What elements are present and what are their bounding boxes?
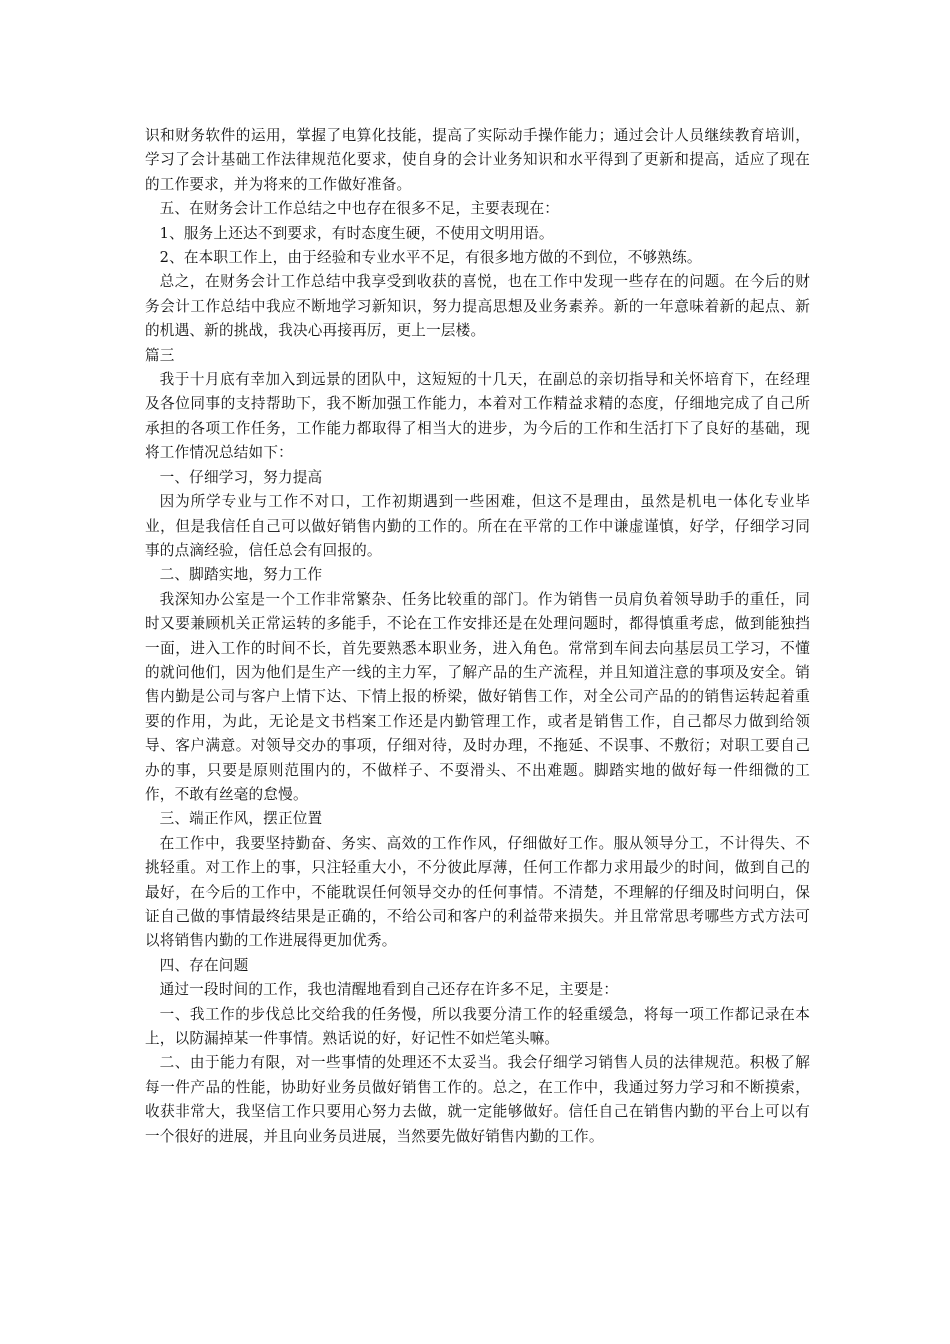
list-item: 一、我工作的步伐总比交给我的任务慢，所以我要分清工作的轻重缓急，将每一项工作都记录在本上，以防漏掉某一件事情。熟话说的好，好记性不如烂笔头嘛。 bbox=[145, 1005, 810, 1048]
document-body bbox=[145, 124, 810, 1149]
paragraph: 在工作中，我要坚持勤奋、务实、高效的工作作风，仔细做好工作。服从领导分工，不计得失、不挑轻重。对工作上的事，只注轻重大小，不分彼此厚薄，任何工作都力求用最少的时间，做到自己的最好，在今后的工作中，不能耽误任何领导交办的任何事情。不清楚，不理解的仔细及时问明白，保证自己做的事情最终结果是正确的，不给公司和客户的利益带来损失。并且常常思考哪些方式方法可以将销售内勤的工作进展得更加优秀。 bbox=[145, 834, 810, 950]
list-item: 二、由于能力有限，对一些事情的处理还不太妥当。我会仔细学习销售人员的法律规范。积极了解每一件产品的性能，协助好业务员做好销售工作的。总之，在工作中，我通过努力学习和不断摸索，收获非常大，我坚信工作只要用心努力去做，就一定能够做好。信任自己在销售内勤的平台上可以有一个很好的进展，并且向业务员进展，当然要先做好销售内勤的工作。 bbox=[145, 1054, 810, 1145]
paragraph: 通过一段时间的工作，我也清醒地看到自己还存在许多不足，主要是： bbox=[159, 981, 619, 999]
paragraph: 因为所学专业与工作不对口，工作初期遇到一些困难，但这不是理由，虽然是机电一体化专业毕业，但是我信任自己可以做好销售内勤的工作的。所在在平常的工作中谦虚谨慎，好学，仔细学习同事的点滴经验，信任总会有回报的。 bbox=[145, 493, 810, 559]
section-heading: 二、脚踏实地，努力工作 bbox=[159, 566, 323, 584]
section-heading: 四、存在问题 bbox=[159, 956, 249, 974]
paragraph: 我深知办公室是一个工作非常繁杂、任务比较重的部门。作为销售一员肩负着领导助手的重任，同时又要兼顾机关正常运转的多能手，不论在工作安排还是在处理问题时，都得慎重考虑，做到能独挡一面，进入工作的时间不长，首先要熟悉本职业务，进入角色。常常到车间去向基层员工学习，不懂的就问他们，因为他们是生产一线的主力军，了解产品的生产流程，并且知道注意的事项及安全。销售内勤是公司与客户上情下达、下情上报的桥梁，做好销售工作，对全公司产品的的销售运转起着重要的作用，为此，无论是文书档案工作还是内勤管理工作，或者是销售工作，自己都尽力做到给领导、客户满意。对领导交办的事项，仔细对待，及时办理，不拖延、不误事、不敷衍；对职工要自己办的事，只要是原则范围内的，不做样子、不耍滑头、不出难题。脚踏实地的做好每一件细微的工作，不敢有丝毫的怠慢。 bbox=[145, 590, 810, 803]
list-item: 1、服务上还达不到要求，有时态度生硬，不使用文明用语。 bbox=[159, 224, 554, 242]
paragraph: 五、在财务会计工作总结之中也存在很多不足，主要表现在： bbox=[159, 200, 560, 218]
section-heading: 一、仔细学习，努力提高 bbox=[159, 468, 323, 486]
section-title: 篇三 bbox=[145, 346, 175, 364]
paragraph: 识和财务软件的运用，掌握了电算化技能，提高了实际动手操作能力；通过会计人员继续教育培训，学习了会计基础工作法律规范化要求，使自身的会计业务知识和水平得到了更新和提高，适应了现在的工作要求，并为将来的工作做好准备。 bbox=[145, 127, 810, 193]
section-heading: 三、端正作风，摆正位置 bbox=[159, 810, 323, 828]
paragraph: 我于十月底有幸加入到远景的团队中，这短短的十几天，在副总的亲切指导和关怀培育下，在经理及各位同事的支持帮助下，我不断加强工作能力，本着对工作精益求精的态度，仔细地完成了自己所承担的各项工作任务，工作能力都取得了相当大的进步，为今后的工作和生活打下了良好的基础，现将工作情况总结如下： bbox=[145, 371, 810, 462]
list-item: 2、在本职工作上，由于经验和专业水平不足，有很多地方做的不到位，不够熟练。 bbox=[159, 249, 702, 267]
paragraph: 总之，在财务会计工作总结中我享受到收获的喜悦，也在工作中发现一些存在的问题。在今后的财务会计工作总结中我应不断地学习新知识，努力提高思想及业务素养。新的一年意味着新的起点、新的机遇、新的挑战，我决心再接再厉，更上一层楼。 bbox=[145, 273, 810, 340]
